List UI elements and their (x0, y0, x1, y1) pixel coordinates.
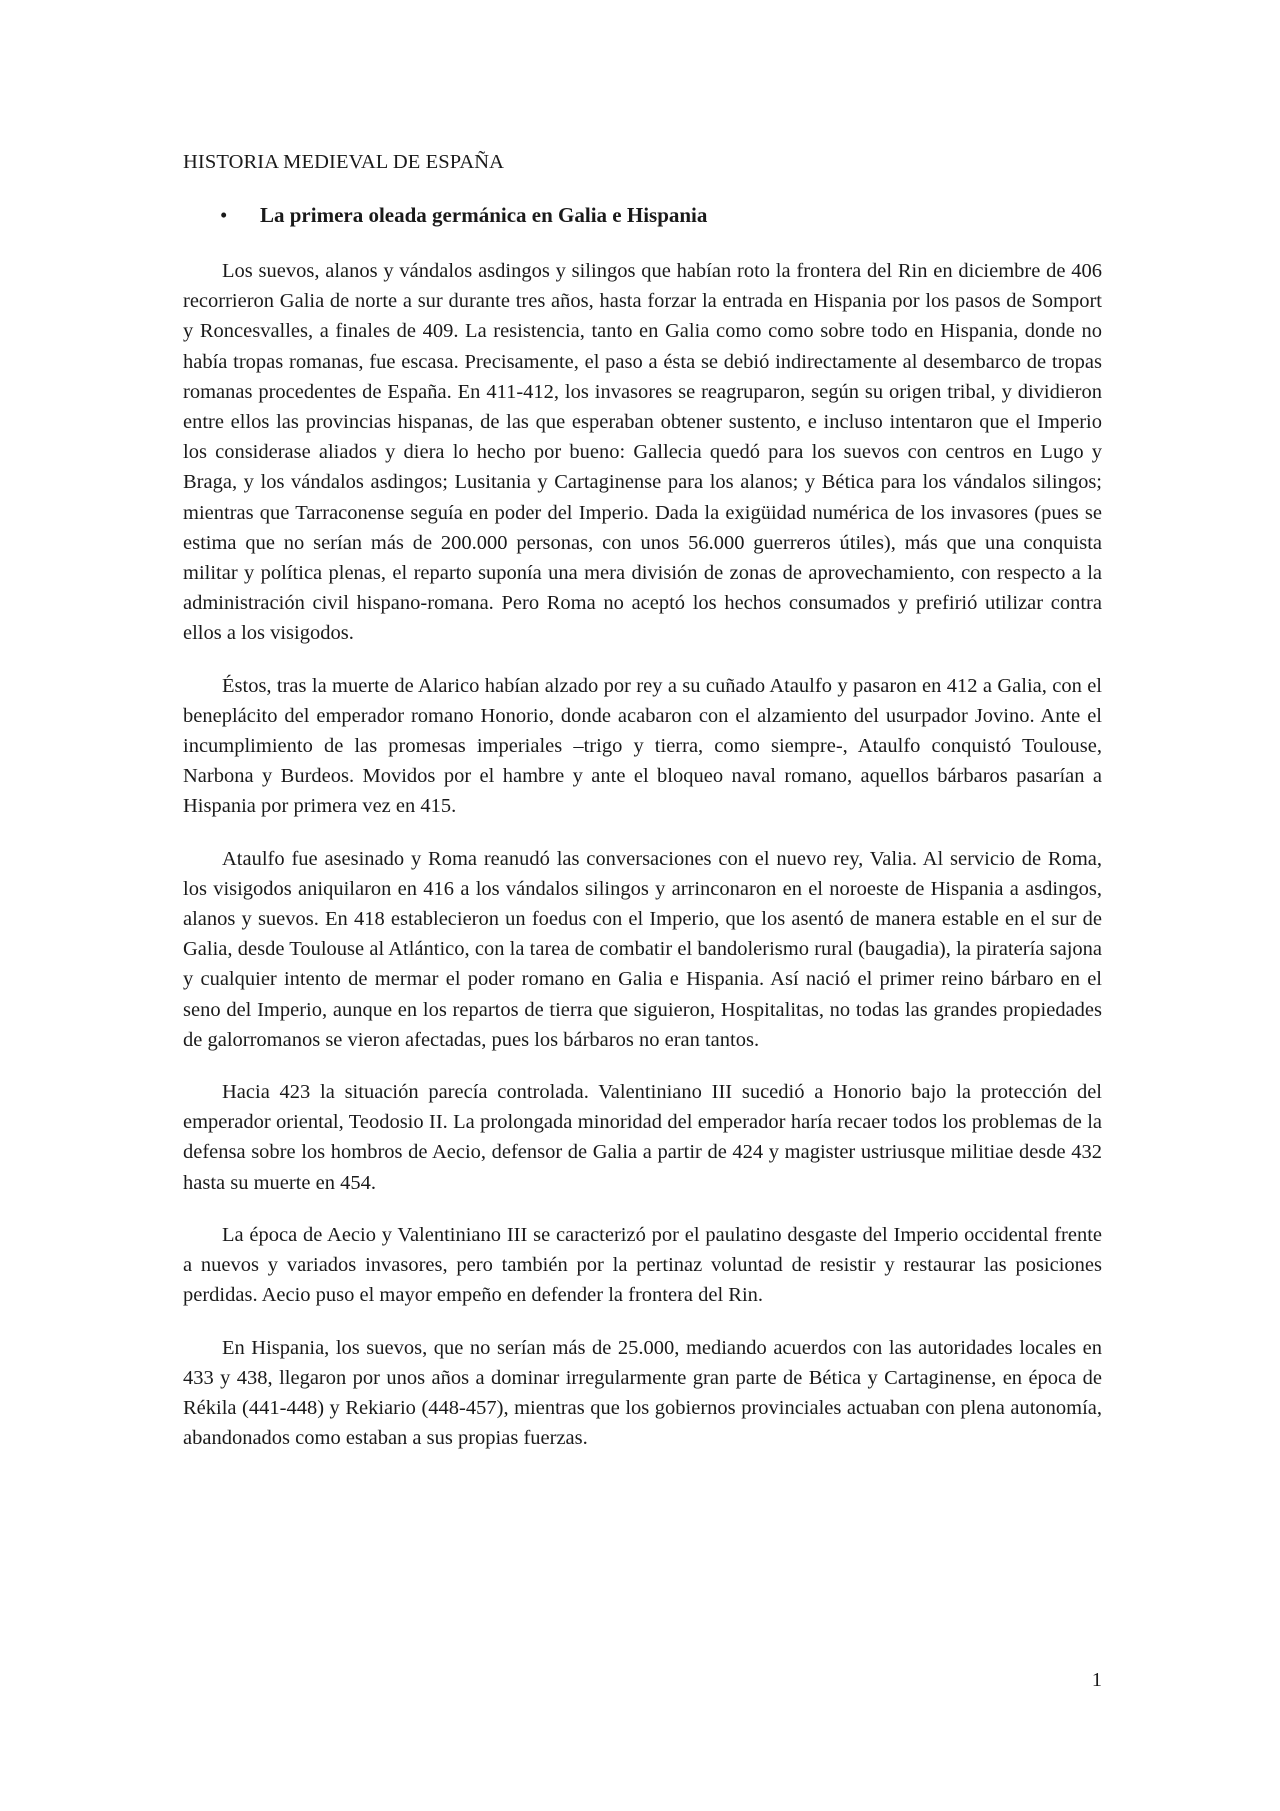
page-number: 1 (1091, 1669, 1102, 1691)
paragraph-3: Ataulfo fue asesinado y Roma reanudó las conversaciones con el nuevo rey, Valia. Al servicio de Roma, los visigodos aniquilaron en 416 a los vándalos silingos y arrinconaron en el noroeste de Hispania a asdingos, alanos y suevos. En 418 establecieron un foedus con el Imperio, que los asentó de manera estable en el sur de Galia, desde Toulouse al Atlántico, con la tarea de combatir el bandolerismo rural (baugadia), la piratería sajona y cualquier intento de mermar el poder romano en Galia e Hispania. Así nació el primer reino bárbaro en el seno del Imperio, aunque en los repartos de tierra que siguieron, Hospitalitas, no todas las grandes propiedades de galorromanos se vieron afectadas, pues los bárbaros no eran tantos. (183, 847, 1102, 1051)
bullet-icon: • (220, 203, 228, 227)
paragraph-6: En Hispania, los suevos, que no serían más de 25.000, mediando acuerdos con las autoridades locales en 433 y 438, llegaron por unos años a dominar irregularmente gran parte de Bética y Cartaginense, en época de Rékila (441-448) y Rekiario (448-457), mientras que los gobiernos provinciales actuaban con plena autonomía, abandonados como estaban a sus propias fuerzas. (183, 1336, 1102, 1450)
section-heading (220, 203, 707, 228)
document-body (183, 256, 1102, 1475)
paragraph-2: Éstos, tras la muerte de Alarico habían alzado por rey a su cuñado Ataulfo y pasaron en 412 a Galia, con el beneplácito del emperador romano Honorio, donde acabaron con el alzamiento del usurpador Jovino. Ante el incumplimiento de las promesas imperiales –trigo y tierra, como siempre-, Ataulfo conquistó Toulouse, Narbona y Burdeos. Movidos por el hambre y ante el bloqueo naval romano, aquellos bárbaros pasarían a Hispania por primera vez en 415. (183, 674, 1102, 818)
document-title: HISTORIA MEDIEVAL DE ESPAÑA (183, 151, 505, 173)
section-heading-text: La primera oleada germánica en Galia e Hispania (260, 203, 708, 227)
paragraph-4: Hacia 423 la situación parecía controlada. Valentiniano III sucedió a Honorio bajo la protección del emperador oriental, Teodosio II. La prolongada minoridad del emperador haría recaer todos los problemas de la defensa sobre los hombros de Aecio, defensor de Galia a partir de 424 y magister ustriusque militiae desde 432 hasta su muerte en 454. (183, 1081, 1102, 1194)
paragraph-1: Los suevos, alanos y vándalos asdingos y silingos que habían roto la frontera del Rin en diciembre de 406 recorrieron Galia de norte a sur durante tres años, hasta forzar la entrada en Hispania por los pasos de Somport y Roncesvalles, a finales de 409. La resistencia, tanto en Galia como como sobre todo en Hispania, donde no había tropas romanas, fue escasa. Precisamente, el paso a ésta se debió indirectamente al desembarco de tropas romanas procedentes de España. En 411-412, los invasores se reagruparon, según su origen tribal, y dividieron entre ellos las provincias hispanas, de las que esperaban obtener sustento, e incluso intentaron que el Imperio los considerase aliados y diera lo hecho por bueno: Gallecia quedó para los suevos con centros en Lugo y Braga, y los vándalos asdingos; Lusitania y Cartaginense para los alanos; y Bética para los vándalos silingos; mientras que Tarraconense seguía en poder del Imperio. Dada la exigüidad numérica de los invasores (pues se estima que no serían más de 200.000 personas, con unos 56.000 guerreros útiles), más que una conquista militar y política plenas, el reparto suponía una mera división de zonas de aprovechamiento, con respecto a la administración civil hispano-romana. Pero Roma no aceptó los hechos consumados y prefirió utilizar contra ellos a los visigodos. (183, 260, 1102, 645)
paragraph-5: La época de Aecio y Valentiniano III se caracterizó por el paulatino desgaste del Imperio occidental frente a nuevos y variados invasores, pero también por la pertinaz voluntad de resistir y restaurar las posiciones perdidas. Aecio puso el mayor empeño en defender la frontera del Rin. (183, 1223, 1102, 1307)
